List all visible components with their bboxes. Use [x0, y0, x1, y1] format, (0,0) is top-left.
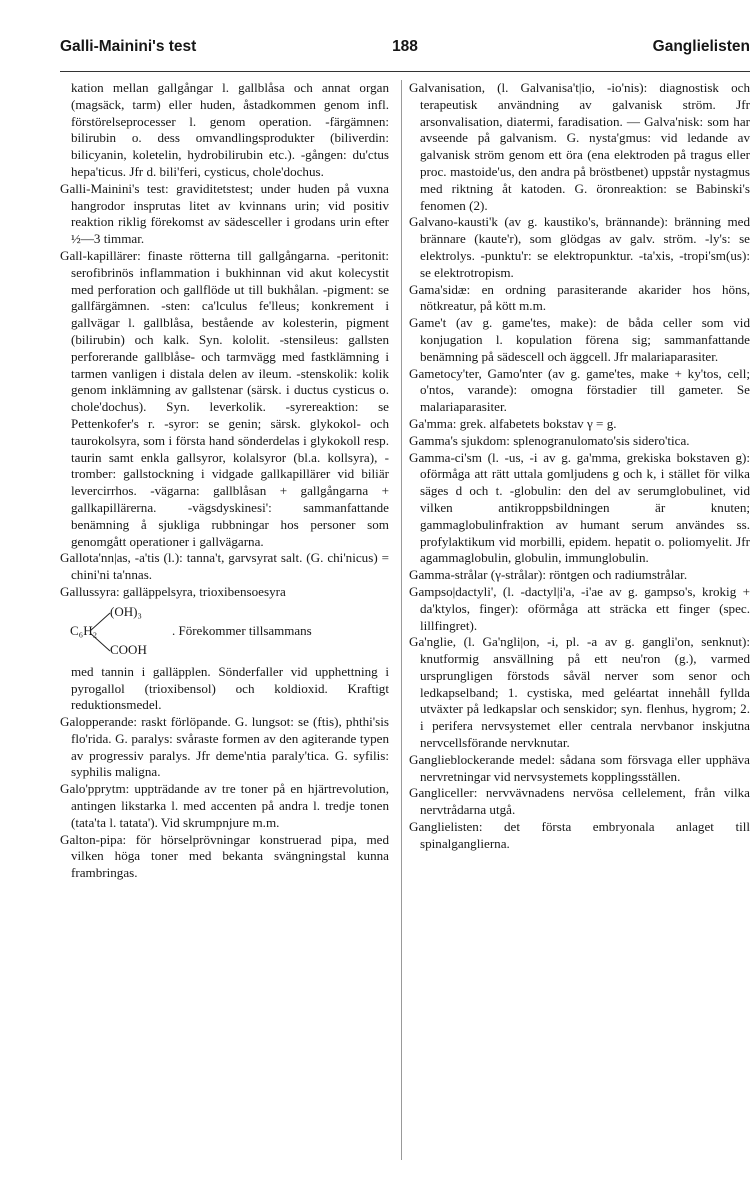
dictionary-entry: Gall-kapillärer: finaste rötterna till gallgångarna. -peritonit: serofibrinös inflammation i bukhinnan vid akut kolecystit med perforation och gallflöde ut till bukhålan. -pigment: se gallfärgämnen. -sten: ca'lculus fe'lleus; konkrement i gallvägar l. gallblåsa, bestående av kolesterin, pigment (bilirubin) och kalk. Syn. kololit. -stensileus: gallsten perforerande gallblåse- och tarmvägg med fastklämning i tarmen vanligen i distala delen av ileum. -stenskolik: kolik genom inklämning av gallstenar (särsk. i ductus cysticus o. chole'dochus). Syn. leverkolik. -syrereaktion: se Pettenkofer's r. -syror: se genin; särsk. glykokol- och taurokolsyra, som i första hand sönderdelas i glykokoll resp. taurin samt enkla gallsyror, kolalsyror (bl.a. kollsyra), -tromber: gallstockning i vidgade gallkapillärer vid biliär levercirrhos. -vägarna: gallblåsan + gallgångarna + gallkapillärerna. -vägsdyskinesi': sammanfattande benämning å sjukliga rubbningar hos personer som genomgått operationer i gallvägarna.	[60, 247, 389, 549]
formula-ring: C₆H₂	[70, 622, 98, 638]
running-head-left: Galli-Mainini's test	[60, 38, 197, 55]
formula-carboxyl: COOH	[110, 641, 147, 657]
header-rule	[60, 71, 750, 72]
dictionary-entry: Gamma-ci'sm (l. -us, -i av g. ga'mma, grekiska bokstaven g): oförmåga att rätt uttala gomljudens g och k, i stället för vilka säges d och t. -globulin: den del av serumglobulinet, vid vilken antikroppsbildningen är knuten; gammaglobulinfraktion av humant serum användes ss. profylaktikum vid morbilli, epidem. hepatit o. poliomyelit. Jfr agammaglobulin, globulin, immunglobulin.	[409, 449, 750, 566]
dictionary-entry: med tannin i galläpplen. Sönderfaller vid upphettning i pyrogallol (trioxibensol) och koldioxid. Kraftigt reduktionsmedel.	[71, 663, 389, 713]
dictionary-entry: Galopperande: raskt förlöpande. G. lungsot: se (ftis), phthi'sis flo'rida. G. paralys: svåraste formen av den agiterande typen av progressiv paralys. Jfr deme'ntia paraly'tica. G. syfilis: syphilis maligna.	[60, 714, 389, 780]
dictionary-entry: Ganglielisten: det första embryonala anlaget till spinalganglierna.	[409, 819, 750, 851]
chemical-formula	[60, 603, 389, 661]
dictionary-entry: Ganglieblockerande medel: sådana som försvaga eller upphäva nervretningar vid nervsystemets kopplingsställen.	[409, 751, 750, 784]
dictionary-entry: Ga'mma: grek. alfabetets bokstav γ = g.	[409, 415, 617, 431]
dictionary-entry: Gampso|dactyli', (l. -dactyl|i'a, -i'ae av g. gampso's, krokig + da'ktylos, finger): oförmåga att sträcka ett finger (spec. lillfingret).	[409, 583, 750, 633]
formula-hydroxyl: (OH)₃	[110, 603, 142, 619]
dictionary-entry: Galton-pipa: för hörselprövningar konstruerad pipa, med vilken höga toner med bekanta svängningstal kunna frambringas.	[60, 831, 389, 881]
dictionary-entry: kation mellan gallgångar l. gallblåsa och annat organ (magsäck, tarm) eller huden, åstadkommen genom infl. förstörelseprocesser l. genom operation. -färgämnen: bilirubin o. dess omvandlingsprodukter (biliverdin: bilicyanin, koletelin, hydrobilirubin etc.). -gången: du'ctus hepa'ticus. Jfr d. bili'feri, cysticus, chole'dochus.	[71, 80, 389, 179]
dictionary-entry: Galli-Mainini's test: graviditetstest; under huden på vuxna hangrodor insprutas litet av kvinnans urin; vid positiv reaktion riklig förekomst av sädesceller i grodans urin efter ½—3 timmar.	[60, 180, 389, 247]
dictionary-entry: Game't (av g. game'tes, make): de båda celler som vid konjugation l. kopulation förena sig; sammanfattande benämning på sädescell och äggcell. Jfr malariaparasiter.	[409, 315, 750, 364]
dictionary-entry: Galo'pprytm: uppträdande av tre toner på en hjärtrevolution, antingen likstarka l. med accenten på andra l. tredje tonen (tata'ta l. tatata'). Vid skrumpnjure m.m.	[60, 781, 389, 830]
dictionary-entry: Galvano-kausti'k (av g. kaustiko's, brännande): bränning med brännare (kaute'r), som glödgas av galv. ström. -ly's: se elektrolys. -punktu'r: se elektropunktur. -ta'xis, -tropi'sm(us): se elektrotropism.	[409, 214, 750, 280]
running-head-right: Ganglielisten	[652, 38, 750, 55]
left-column	[60, 80, 389, 882]
dictionary-entry: Gametocy'ter, Gamo'nter (av g. game'tes, make + ky'tos, cell; o'ntos, varande): omogna förstadier till gameter. Se malariaparasiter.	[409, 365, 750, 415]
dictionary-entry: Gallota'nn|as, -a'tis (l.): tanna't, garvsyrat salt. (G. chi'nicus) = chini'ni ta'nnas.	[60, 550, 389, 583]
column-divider	[401, 80, 402, 1160]
formula-bonds	[90, 611, 112, 653]
dictionary-entry: Gama'sidæ: en ordning parasiterande akarider hos höns, nötkreatur, på kött m.m.	[409, 281, 750, 314]
dictionary-entry: Gamma's sjukdom: splenogranulomato'sis sidero'tica.	[409, 432, 690, 448]
dictionary-entry: Galvanisation, (l. Galvanisa't|io, -io'nis): diagnostisk och terapeutisk användning av galvanisk ström. Jfr arsonvalisation, diatermi, faradisation. — Galva'nisk: som har avseende på galvanism. G. nysta'gmus: vid ledande av galvanisk ström genom ett öra (ena elektroden på tragus eller proc. mastoide'us, den andra på bröstbenet) uppstår nystagmus med riktning åt katoden. G. öronreaktion: se Babinski's fenomen (2).	[409, 80, 750, 213]
right-column	[409, 80, 750, 853]
dictionary-entry: Gamma-strålar (γ-strålar): röntgen och radiumstrålar.	[409, 567, 688, 583]
dictionary-entry: Gallussyra: galläppelsyra, trioxibensoesyra	[60, 583, 286, 599]
formula-note: . Förekommer tillsammans	[172, 622, 312, 638]
page-header	[60, 38, 750, 60]
dictionary-entry: Gangliceller: nervvävnadens nervösa cellelement, från vilka nervtrådarna utgå.	[409, 785, 750, 818]
page-number: 188	[392, 38, 418, 55]
dictionary-entry: Ga'nglie, (l. Ga'ngli|on, -i, pl. -a av g. gangli'on, senknut): knutformig ansvällning på ett neu'ron (g.), varmed ursprungligen förstods såväl nerver som senor och ledkapselband; 1. cystiska, med geléartat innehåll fyllda utväxter på ledkapslar och senskidor; syn. flenhus, hygrom; 2. i perifera nervsystemet eller centrala nervbanor inskjutna nervcellsförande nervknutar.	[409, 634, 750, 751]
